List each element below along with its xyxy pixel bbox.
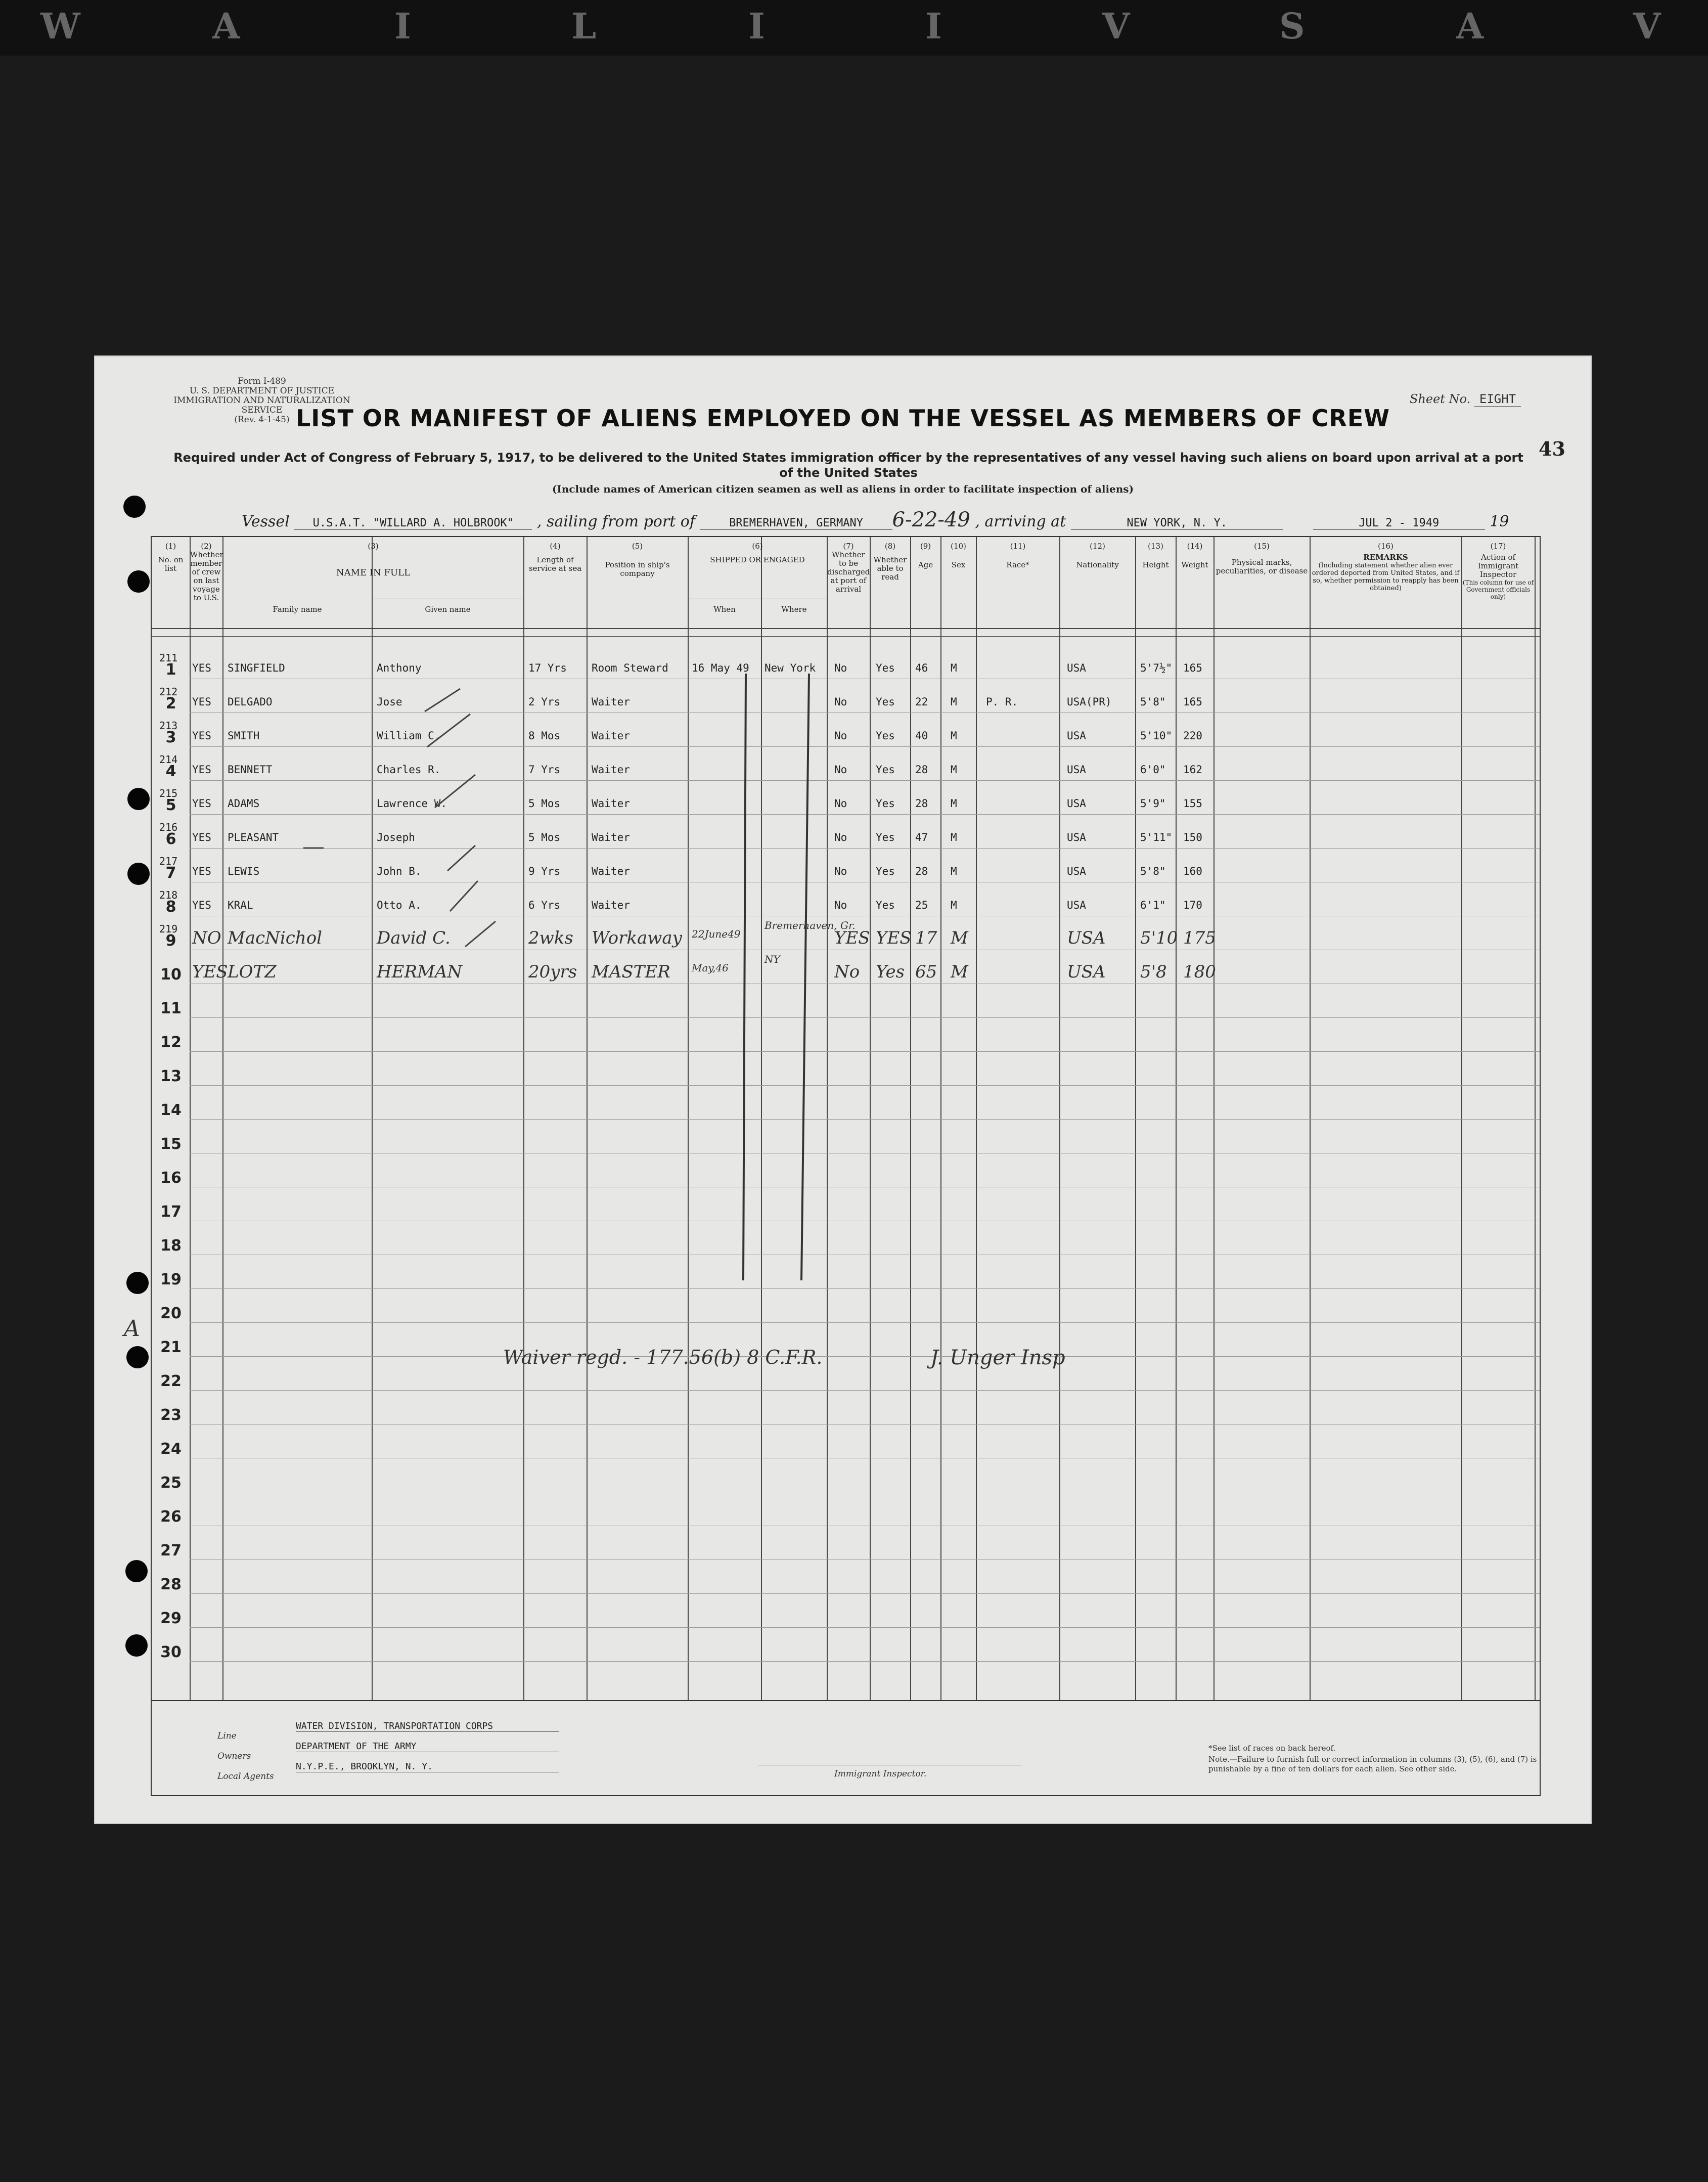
waiver-annotation: Waiver regd. - 177.56(b) 8 C.F.R. [503, 1346, 823, 1368]
cell-given: Charles R. [377, 764, 441, 776]
races-note: *See list of races on back hereof. [1208, 1744, 1336, 1753]
cell-discharged: No [834, 962, 860, 982]
cell-family: KRAL [228, 899, 253, 911]
owners-label: Owners [217, 1751, 251, 1761]
cell-sex: M [951, 865, 957, 877]
cell-given: Otto A. [377, 899, 422, 911]
form-number: Form I-489 [238, 376, 286, 386]
previous-list-number: 211 [159, 652, 178, 664]
row-number: 9 [165, 932, 176, 950]
cell-where: Bremerhaven, Gr. [765, 919, 856, 931]
cell-age: 47 [915, 831, 928, 843]
cell-service: 8 Mos [528, 730, 561, 742]
cell-position: Waiter [592, 831, 630, 843]
punch-hole [125, 1634, 148, 1657]
cell-given: Jose [377, 696, 402, 708]
row-number: 7 [165, 864, 176, 882]
cell-height: 5'9" [1140, 797, 1166, 810]
row-number: 2 [165, 695, 176, 713]
col-13-header: (13) Height [1142, 542, 1169, 569]
vessel-label: Vessel [242, 513, 290, 530]
footer [151, 1699, 1541, 1796]
cell-nationality: USA [1067, 962, 1106, 982]
cell-sex: M [951, 928, 968, 948]
row-number: 10 [160, 966, 182, 984]
cell-weight: 175 [1183, 928, 1216, 948]
col-4-header: (4) Length of service at sea [528, 542, 582, 573]
row-number: 27 [160, 1542, 182, 1560]
form-department: U. S. DEPARTMENT OF JUSTICE [189, 386, 335, 396]
cell-read: Yes [876, 831, 895, 843]
family-name-header: Family name [273, 605, 322, 614]
cell-age: 28 [915, 764, 928, 776]
cell-discharged: No [834, 865, 847, 877]
punch-hole [127, 570, 150, 593]
manifest-sheet [95, 357, 1591, 1823]
col-2-header: (2) Whether member of crew on last voyage to U.S. [190, 542, 223, 602]
include-note: (Include names of American citizen seamen as well as aliens in order to facilitate inspection of aliens) [552, 483, 1134, 495]
cell-service: 6 Yrs [528, 899, 561, 911]
row-number: 20 [160, 1305, 182, 1322]
when-header: When [713, 605, 736, 614]
row-number: 13 [160, 1067, 182, 1085]
punch-hole [123, 496, 146, 518]
cell-service: 20yrs [528, 962, 577, 982]
col-1-header: (1) No. on list [158, 542, 184, 573]
cell-discharged: No [834, 764, 847, 776]
margin-mark: A [124, 1316, 140, 1342]
agents-label: Local Agents [217, 1771, 274, 1782]
cell-weight: 180 [1183, 962, 1216, 982]
sheet-label: Sheet No. [1410, 392, 1471, 406]
cell-read: Yes [876, 797, 895, 810]
cell-position: Room Steward [592, 662, 668, 674]
cell-position: Waiter [592, 865, 630, 877]
cell-family: ADAMS [228, 797, 260, 810]
cell-weight: 220 [1183, 730, 1202, 742]
document-title: LIST OR MANIFEST OF ALIENS EMPLOYED ON THE VESSEL AS MEMBERS OF CREW [295, 405, 1390, 432]
cell-race: P. R. [986, 696, 1018, 708]
sailing-label: , sailing from port of [536, 513, 695, 530]
cell-height: 6'1" [1140, 899, 1166, 911]
row-number: 3 [165, 729, 176, 746]
row-number: 18 [160, 1237, 182, 1255]
cell-crew: YES [192, 662, 211, 674]
cell-read: Yes [876, 899, 895, 911]
col-10-header: (10) Sex [951, 542, 966, 569]
agents-value: N.Y.P.E., BROOKLYN, N. Y. [296, 1761, 559, 1772]
cell-position: Waiter [592, 764, 630, 776]
strip-char: I [748, 5, 765, 47]
cell-sex: M [951, 696, 957, 708]
cell-position: MASTER [592, 962, 670, 982]
previous-list-number: 212 [159, 686, 178, 698]
cell-discharged: No [834, 797, 847, 810]
cell-sex: M [951, 831, 957, 843]
row-number: 25 [160, 1474, 182, 1492]
cell-where: NY [765, 953, 780, 965]
sailing-port: BREMERHAVEN, GERMANY [700, 517, 892, 530]
cell-when: May,46 [692, 962, 729, 974]
cell-sex: M [951, 764, 957, 776]
col-9-header: (9) Age [918, 542, 933, 569]
cell-weight: 160 [1183, 865, 1202, 877]
cell-family: MacNichol [228, 928, 323, 948]
cell-service: 17 Yrs [528, 662, 567, 674]
row-number: 5 [165, 796, 176, 814]
cell-discharged: No [834, 899, 847, 911]
cell-read: Yes [876, 696, 895, 708]
row-number: 26 [160, 1508, 182, 1526]
cell-age: 28 [915, 797, 928, 810]
row-number: 16 [160, 1169, 182, 1187]
previous-list-number: 219 [159, 923, 178, 935]
previous-list-number: 213 [159, 720, 178, 732]
row-number: 11 [160, 1000, 182, 1017]
row-number: 6 [165, 830, 176, 848]
col-17-header: (17) Action of Immigrant Inspector (This column for use of Government officials only) [1462, 542, 1534, 600]
row-number: 23 [160, 1406, 182, 1424]
cell-age: 22 [915, 696, 928, 708]
arriving-port: NEW YORK, N. Y. [1071, 517, 1283, 530]
cell-given: Lawrence W. [377, 797, 447, 810]
cell-given: John B. [377, 865, 422, 877]
row-number: 15 [160, 1135, 182, 1153]
cell-service: 2wks [528, 928, 573, 948]
col-15-header: (15) Physical marks, peculiarities, or disease [1216, 542, 1308, 575]
cell-crew: YES [192, 764, 211, 776]
cell-age: 28 [915, 865, 928, 877]
cell-sex: M [951, 797, 957, 810]
cell-read: Yes [876, 764, 895, 776]
cell-discharged: YES [834, 928, 870, 948]
cell-discharged: No [834, 696, 847, 708]
punch-hole [126, 1346, 149, 1368]
cell-family: BENNETT [228, 764, 273, 776]
cell-height: 5'7½" [1140, 662, 1173, 674]
row-number: 19 [160, 1271, 182, 1288]
cell-age: 17 [915, 928, 937, 948]
cell-nationality: USA [1067, 797, 1086, 810]
cell-crew: YES [192, 831, 211, 843]
row-number: 4 [165, 763, 176, 780]
cell-service: 9 Yrs [528, 865, 561, 877]
form-revision: (Rev. 4-1-45) [234, 415, 290, 425]
cell-given: William C. [377, 730, 441, 742]
cell-nationality: USA [1067, 730, 1086, 742]
punch-hole [127, 788, 150, 810]
cell-sex: M [951, 662, 957, 674]
handwritten-marks [152, 537, 1540, 1700]
cell-sex: M [951, 730, 957, 742]
col-6-header: (6) SHIPPED OR ENGAGED [710, 542, 805, 564]
crew-table [124, 536, 1541, 1701]
col-8-header: (8) Whether able to read [873, 542, 907, 582]
form-service: IMMIGRATION AND NATURALIZATION SERVICE [173, 395, 350, 415]
cell-position: Workaway [592, 928, 682, 948]
row-number: 17 [160, 1203, 182, 1221]
cell-position: Waiter [592, 797, 630, 810]
cell-service: 5 Mos [528, 831, 561, 843]
cell-discharged: No [834, 730, 847, 742]
cell-service: 2 Yrs [528, 696, 561, 708]
col-12-header: (12) Nationality [1076, 542, 1119, 569]
cell-crew: NO [192, 928, 221, 948]
cell-where: New York [765, 662, 816, 674]
cell-height: 5'11" [1140, 831, 1173, 843]
cell-read: Yes [876, 962, 905, 982]
cell-family: SMITH [228, 730, 260, 742]
strip-char: A [1456, 5, 1484, 47]
row-number: 24 [160, 1440, 182, 1458]
cell-position: Waiter [592, 730, 630, 742]
row-number: 1 [165, 661, 176, 679]
col-11-header: (11) Race* [1006, 542, 1029, 569]
arrival-date: JUL 2 - 1949 [1313, 517, 1485, 530]
cell-crew: YES [192, 899, 211, 911]
cell-age: 46 [915, 662, 928, 674]
cell-weight: 150 [1183, 831, 1202, 843]
cell-age: 40 [915, 730, 928, 742]
cell-height: 5'8" [1140, 696, 1166, 708]
page-number: 43 [1539, 437, 1565, 460]
penalty-note: Note.—Failure to furnish full or correct information in columns (3), (5), (6), and (7) is punishable by a fine of ten dollars for each alien. See other side. [1208, 1755, 1537, 1773]
cell-weight: 155 [1183, 797, 1202, 810]
cell-given: HERMAN [377, 962, 463, 982]
cell-sex: M [951, 962, 968, 982]
previous-list-number: 217 [159, 855, 178, 867]
cell-height: 5'10" [1140, 730, 1173, 742]
cell-given: Anthony [377, 662, 422, 674]
cell-height: 5'8 [1140, 962, 1167, 982]
previous-list-number: 215 [159, 787, 178, 799]
inspector-signature: J. Unger Insp [930, 1346, 1065, 1369]
legal-requirement: Required under Act of Congress of February 5, 1917, to be delivered to the United States immigration officer by the representatives of any vessel having such aliens on board upon arrival at a port of the United States [173, 451, 1523, 480]
row-number: 28 [160, 1576, 182, 1593]
cell-weight: 170 [1183, 899, 1202, 911]
cell-crew: YES [192, 696, 211, 708]
strip-char: V [1102, 5, 1130, 47]
cell-weight: 165 [1183, 662, 1202, 674]
previous-list-number: 216 [159, 821, 178, 833]
where-header: Where [781, 605, 807, 614]
cell-height: 5'10 [1140, 928, 1178, 948]
cell-family: SINGFIELD [228, 662, 285, 674]
sheet-value: EIGHT [1474, 392, 1521, 407]
cell-crew: YES [192, 865, 211, 877]
strip-char: I [394, 5, 411, 47]
cell-when: 22June49 [692, 928, 741, 940]
cell-position: Waiter [592, 696, 630, 708]
inspector-label: Immigrant Inspector. [834, 1769, 927, 1779]
col-16-header: (16) REMARKS (Including statement whether alien ever ordered deported from United States, and if so, whether permission to reapply has been obtained) [1312, 542, 1460, 592]
cell-read: Yes [876, 662, 895, 674]
line-value: WATER DIVISION, TRANSPORTATION CORPS [296, 1721, 559, 1732]
cell-given: David C. [377, 928, 451, 948]
strip-char: A [212, 5, 240, 47]
punch-hole [127, 863, 150, 885]
previous-list-number: 218 [159, 889, 178, 901]
cell-height: 6'0" [1140, 764, 1166, 776]
cell-nationality: USA [1067, 928, 1106, 948]
punch-hole [126, 1272, 149, 1294]
col-5-header: (5) Position in ship's company [605, 542, 670, 578]
strip-char: I [925, 5, 942, 47]
year-label: 19 [1490, 513, 1509, 530]
cell-given: Joseph [377, 831, 415, 843]
cell-service: 5 Mos [528, 797, 561, 810]
film-top-strip [0, 0, 1708, 56]
strip-char: S [1279, 5, 1305, 47]
cell-family: LOTZ [228, 962, 277, 982]
cell-nationality: USA [1067, 831, 1086, 843]
cell-crew: YES [192, 797, 211, 810]
cell-nationality: USA [1067, 662, 1086, 674]
cell-family: DELGADO [228, 696, 273, 708]
cell-age: 25 [915, 899, 928, 911]
cell-read: Yes [876, 730, 895, 742]
row-number: 12 [160, 1034, 182, 1051]
cell-read: Yes [876, 865, 895, 877]
arriving-label: , arriving at [975, 513, 1066, 530]
owners-value: DEPARTMENT OF THE ARMY [296, 1741, 559, 1752]
row-number: 30 [160, 1643, 182, 1661]
strip-char: L [571, 5, 597, 47]
col-3-header: (3) NAME IN FULL [336, 542, 411, 578]
strip-char: V [1633, 5, 1661, 47]
row-number: 22 [160, 1372, 182, 1390]
cell-nationality: USA [1067, 764, 1086, 776]
cell-family: LEWIS [228, 865, 260, 877]
row-number: 21 [160, 1339, 182, 1356]
line-label: Line [217, 1731, 237, 1741]
vessel-line [242, 508, 1509, 531]
cell-nationality: USA [1067, 899, 1086, 911]
cell-position: Waiter [592, 899, 630, 911]
cell-discharged: No [834, 831, 847, 843]
row-number: 29 [160, 1610, 182, 1627]
row-number: 8 [165, 898, 176, 916]
cell-nationality: USA(PR) [1067, 696, 1112, 708]
cell-weight: 165 [1183, 696, 1202, 708]
cell-service: 7 Yrs [528, 764, 561, 776]
previous-list-number: 214 [159, 753, 178, 766]
sheet-number [1410, 392, 1521, 406]
punch-hole [125, 1560, 148, 1582]
strip-char: W [40, 5, 80, 47]
cell-when: 16 May 49 [692, 662, 749, 674]
cell-weight: 162 [1183, 764, 1202, 776]
cell-crew: YES [192, 730, 211, 742]
row-number: 14 [160, 1101, 182, 1119]
sailing-date-handwritten: 6-22-49 [892, 508, 970, 531]
cell-discharged: No [834, 662, 847, 674]
cell-family: PLEASANT [228, 831, 279, 843]
cell-age: 65 [915, 962, 937, 982]
cell-read: YES [876, 928, 912, 948]
cell-nationality: USA [1067, 865, 1086, 877]
cell-sex: M [951, 899, 957, 911]
col-7-header: (7) Whether to be discharged at port of arrival [827, 542, 870, 594]
col-14-header: (14) Weight [1181, 542, 1208, 569]
cell-height: 5'8" [1140, 865, 1166, 877]
cell-crew: YES [192, 962, 228, 982]
given-name-header: Given name [425, 605, 471, 614]
vessel-name: U.S.A.T. "WILLARD A. HOLBROOK" [294, 517, 532, 530]
